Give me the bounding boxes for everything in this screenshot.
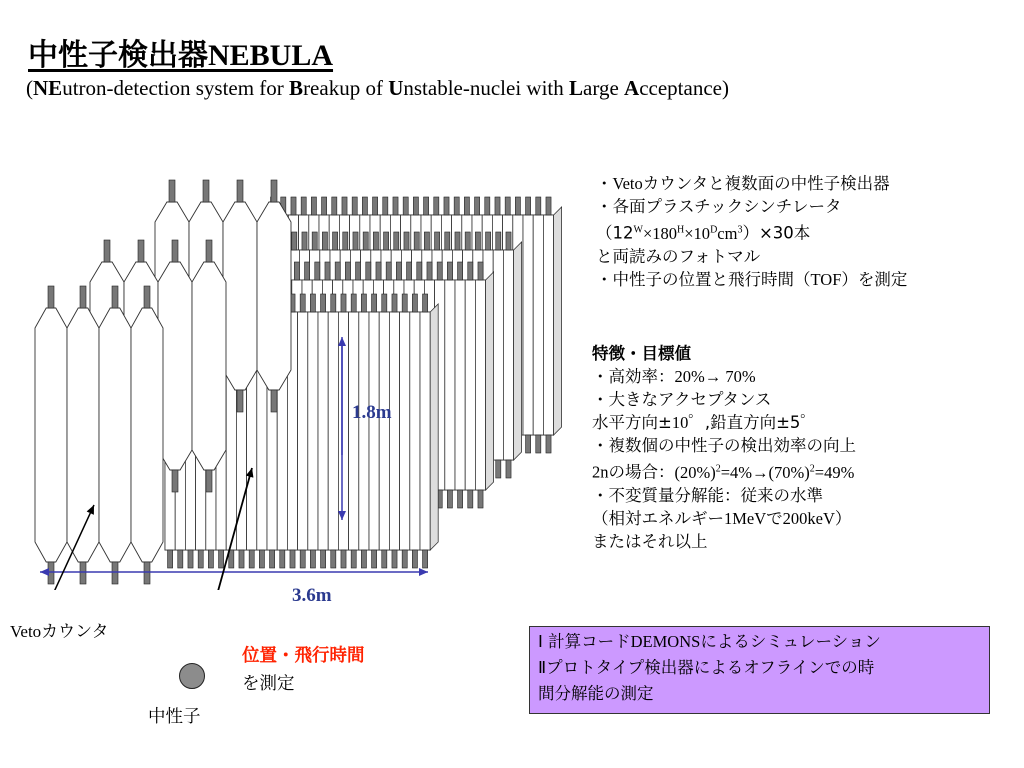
neutron-ball-icon [179, 663, 205, 689]
features-list: 特徴・目標値 ・高効率：20%→ 70% ・大きなアクセプタンス 水平方向±10゜,鉛直方向±5゜ ・複数個の中性子の検出効率の向上 2nの場合：$(20\%)^2=4\%\to(70\%)^2=49\%$ ・不変質量分解能：従来の水準 （相対エネルギー1MeVで200keV） またはそれ以上 [592, 344, 856, 551]
nebula-detector-diagram [0, 150, 580, 590]
page-title: 中性子検出器NEBULA [28, 38, 334, 73]
width-label: 3.6m [292, 585, 332, 606]
neutron-label: 中性子 [148, 707, 201, 727]
page-subtitle: (NEutron-detection system for Breakup of Unstable-nuclei with Large Acceptance) [26, 76, 729, 100]
detector-description: ・Vetoカウンタと複数面の中性子検出器 ・各面プラスチックシンチレータ $(12^W\times 180^H\times 10^Dcm^3)\times 30$本 と両読みのフォトマル ・中性子の位置と飛行時間（TOF）を測定 [596, 174, 908, 289]
veto-layer [35, 286, 163, 584]
height-label: 1.8m [352, 402, 392, 423]
features-heading: 特徴・目標値 [592, 344, 691, 363]
veto-counter-label: Vetoカウンタ [10, 622, 109, 642]
plan-box: Ⅰ 計算コードDEMONSによるシミュレーション Ⅱプロトタイプ検出器によるオフラインでの時 間分解能の測定 [529, 626, 990, 714]
position-tof-label: 位置・飛行時間 を測定 [242, 646, 365, 694]
